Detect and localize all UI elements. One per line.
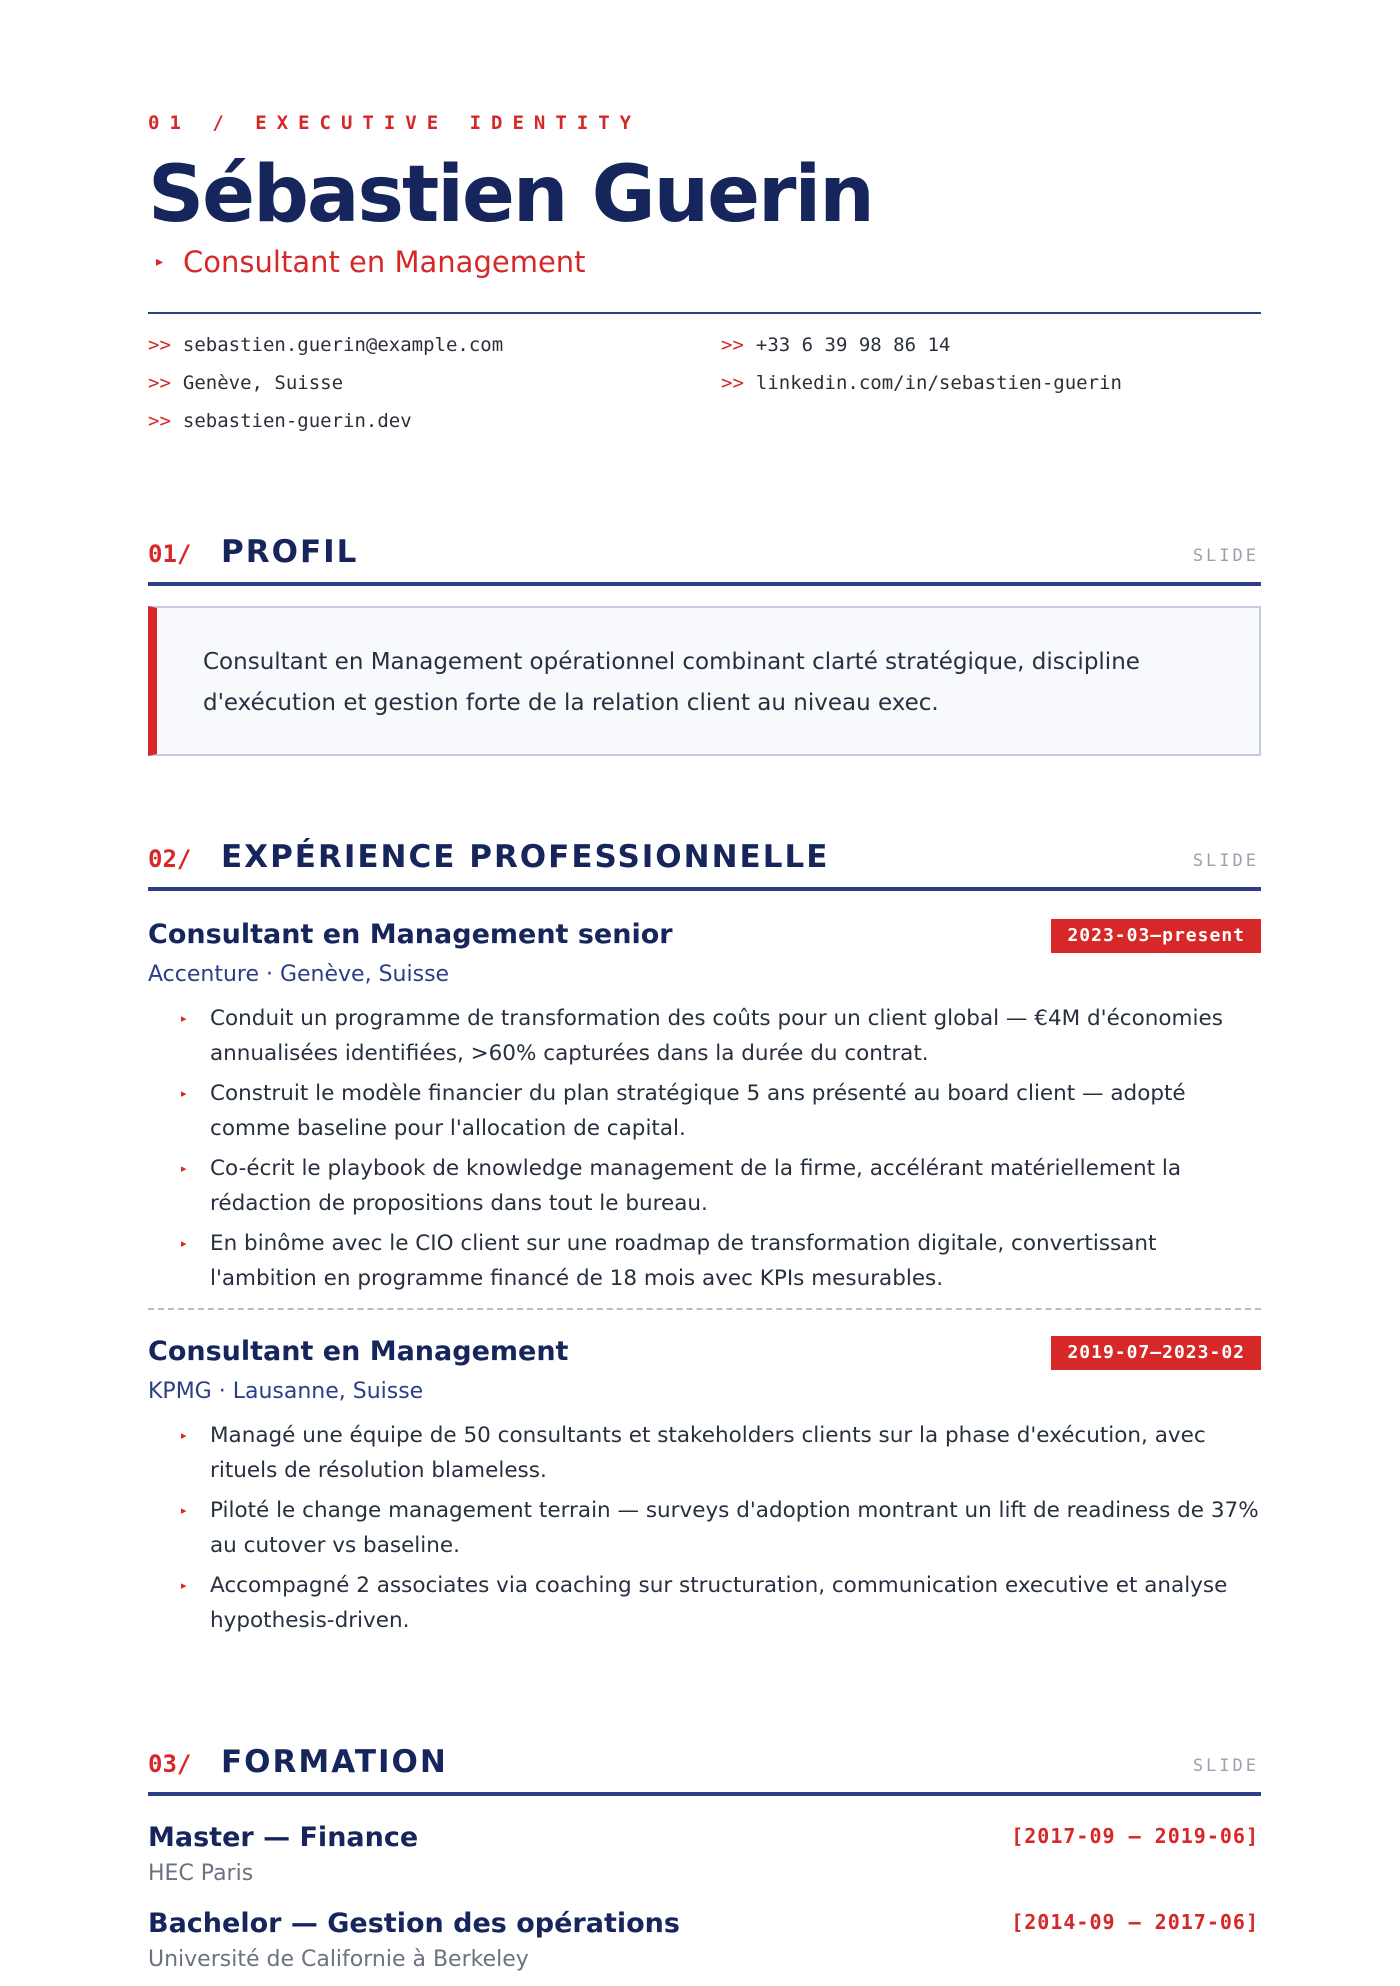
contact-prefix: >>	[148, 410, 171, 432]
job-dates-badge: 2023-03—present	[1051, 919, 1261, 953]
education-entry	[148, 1904, 1261, 1986]
job-entry	[148, 1332, 1261, 1638]
header-kicker: 01 / EXECUTIVE IDENTITY	[148, 112, 642, 134]
school-name: Université de Californie à Berkeley	[148, 1947, 529, 1972]
candidate-name: Sébastien Guerin	[148, 150, 873, 240]
school-name: HEC Paris	[148, 1861, 254, 1886]
education-dates: [2017-09 – 2019-06]	[1011, 1824, 1259, 1848]
candidate-role	[148, 242, 1261, 282]
section-tag: SLIDE	[1192, 1756, 1259, 1776]
list-item: ▸ Accompagné 2 associates via coaching sur structuration, communication executive et analyse hypothesis-driven.	[148, 1568, 1261, 1638]
section-tag: SLIDE	[1192, 851, 1259, 871]
triangle-bullet-icon: ▸	[181, 1087, 187, 1100]
section-tag: SLIDE	[1192, 546, 1259, 566]
contact-website[interactable]: >> sebastien-guerin.dev	[148, 410, 412, 432]
triangle-bullet-icon: ▸	[181, 1579, 187, 1592]
section-divider	[148, 582, 1261, 586]
contact-prefix: >>	[721, 334, 744, 356]
job-title: Consultant en Management	[148, 1336, 569, 1367]
contact-list	[148, 326, 1261, 440]
job-title: Consultant en Management senior	[148, 919, 673, 950]
section-title: PROFIL	[221, 534, 359, 570]
job-achievements	[148, 1418, 1261, 1638]
degree-title: Master — Finance	[148, 1822, 419, 1853]
contact-prefix: >>	[721, 372, 744, 394]
section-header	[148, 1738, 1261, 1786]
profile-summary: Consultant en Management opérationnel combinant clarté stratégique, discipline d'exécution et gestion forte de la relation client au niveau exec.	[148, 606, 1261, 756]
list-item: ▸ Construit le modèle financier du plan stratégique 5 ans présenté au board client — adopté comme baseline pour l'allocation de capital.	[148, 1076, 1261, 1146]
triangle-bullet-icon: ▸	[156, 254, 164, 270]
contact-email[interactable]: >> sebastien.guerin@example.com	[148, 334, 504, 356]
section-title: EXPÉRIENCE PROFESSIONNELLE	[221, 839, 830, 875]
section-divider	[148, 1792, 1261, 1796]
job-entry	[148, 915, 1261, 1310]
contact-prefix: >>	[148, 372, 171, 394]
degree-title: Bachelor — Gestion des opérations	[148, 1908, 680, 1939]
section-experience	[148, 833, 1261, 1643]
job-organization: Accenture · Genève, Suisse	[148, 962, 450, 987]
job-dates-badge: 2019-07—2023-02	[1051, 1336, 1261, 1370]
section-header	[148, 833, 1261, 881]
header-divider	[148, 312, 1261, 314]
triangle-bullet-icon: ▸	[181, 1162, 187, 1175]
contact-linkedin[interactable]: >> linkedin.com/in/sebastien-guerin	[721, 372, 1122, 394]
section-formation	[148, 1738, 1261, 1986]
section-number: 03/	[148, 1750, 192, 1778]
job-separator	[148, 1308, 1261, 1310]
education-dates: [2014-09 – 2017-06]	[1011, 1910, 1259, 1934]
resume-content	[148, 108, 1261, 1972]
section-header	[148, 528, 1261, 576]
section-title: FORMATION	[221, 1744, 448, 1780]
triangle-bullet-icon: ▸	[181, 1504, 187, 1517]
triangle-bullet-icon: ▸	[181, 1237, 187, 1250]
list-item: ▸ Piloté le change management terrain — surveys d'adoption montrant un lift de readiness de 37% au cutover vs baseline.	[148, 1493, 1261, 1563]
job-achievements	[148, 1001, 1261, 1296]
section-profil	[148, 528, 1261, 756]
section-divider	[148, 887, 1261, 891]
list-item: ▸ Conduit un programme de transformation des coûts pour un client global — €4M d'économies annualisées identifiées, >60% capturées dans la durée du contrat.	[148, 1001, 1261, 1071]
contact-location: >> Genève, Suisse	[148, 372, 344, 394]
job-organization: KPMG · Lausanne, Suisse	[148, 1379, 424, 1404]
job-header	[148, 915, 1261, 955]
triangle-bullet-icon: ▸	[181, 1429, 187, 1442]
job-header	[148, 1332, 1261, 1372]
list-item: ▸ Co-écrit le playbook de knowledge management de la firme, accélérant matériellement la rédaction de propositions dans tout le bureau.	[148, 1151, 1261, 1221]
contact-phone[interactable]: >> +33 6 39 98 86 14	[721, 334, 951, 356]
contact-prefix: >>	[148, 334, 171, 356]
education-entry	[148, 1818, 1261, 1900]
list-item: ▸ Managé une équipe de 50 consultants et stakeholders clients sur la phase d'exécution, avec rituels de résolution blameless.	[148, 1418, 1261, 1488]
list-item: ▸ En binôme avec le CIO client sur une roadmap de transformation digitale, convertissant l'ambition en programme financé de 18 mois avec KPIs mesurables.	[148, 1226, 1261, 1296]
triangle-bullet-icon: ▸	[181, 1012, 187, 1025]
section-number: 01/	[148, 540, 192, 568]
role-text: Consultant en Management	[183, 245, 586, 279]
section-number: 02/	[148, 845, 192, 873]
